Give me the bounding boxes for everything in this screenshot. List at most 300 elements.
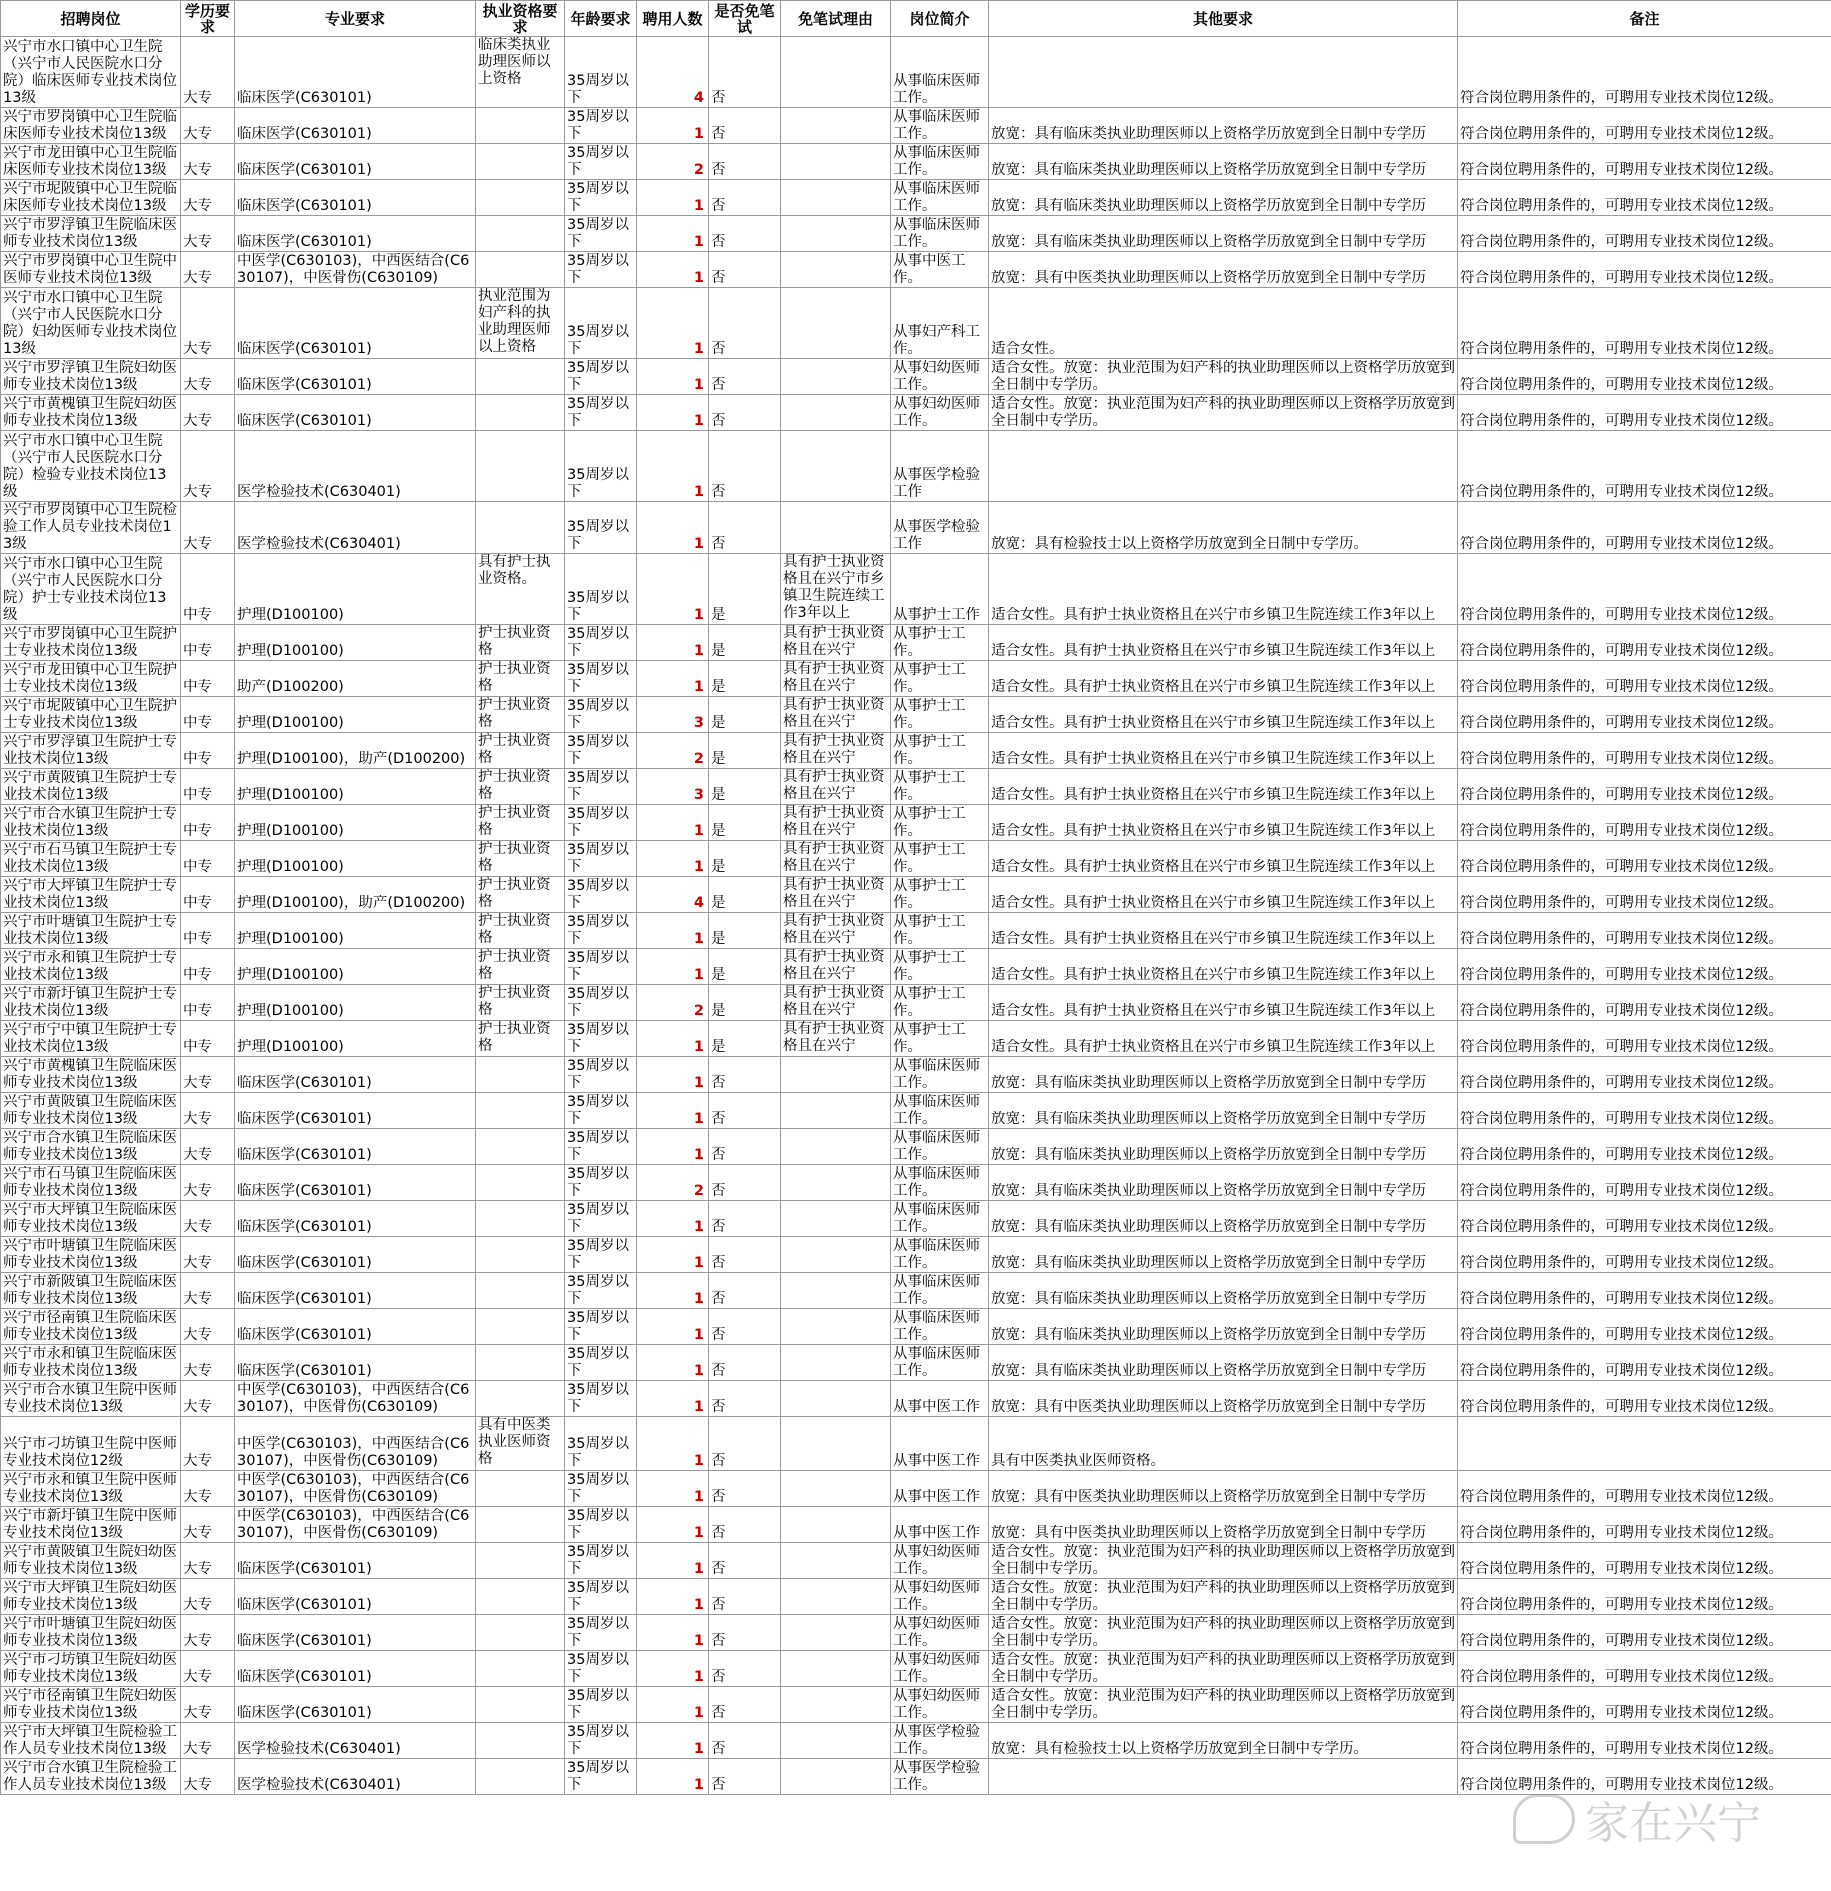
cell-note bbox=[1458, 1381, 1831, 1417]
cell-intro bbox=[891, 1129, 989, 1165]
cell-post bbox=[1, 395, 181, 431]
table-row bbox=[1, 431, 1831, 502]
table-row bbox=[1, 1759, 1831, 1795]
cell-age-text: 35周岁以下 bbox=[567, 467, 629, 500]
cell-note bbox=[1458, 697, 1831, 733]
cell-count-text: 3 bbox=[693, 787, 704, 803]
cell-qualification bbox=[476, 108, 565, 144]
cell-age-text: 35周岁以下 bbox=[567, 217, 629, 250]
cell-note-text: 符合岗位聘用条件的，可聘用专业技术岗位12级。 bbox=[1460, 198, 1783, 214]
cell-education bbox=[181, 1759, 235, 1795]
cell-note-text: 符合岗位聘用条件的，可聘用专业技术岗位12级。 bbox=[1460, 484, 1783, 500]
cell-note bbox=[1458, 431, 1831, 502]
cell-count-text: 1 bbox=[693, 1669, 704, 1685]
table-row bbox=[1, 1021, 1831, 1057]
cell-exempt-text: 是 bbox=[711, 715, 726, 731]
cell-post bbox=[1, 661, 181, 697]
cell-education-text: 大专 bbox=[183, 1561, 212, 1577]
cell-age bbox=[565, 661, 637, 697]
cell-intro-text: 从事护士工作 bbox=[893, 607, 980, 623]
cell-exempt-text: 是 bbox=[711, 751, 726, 767]
cell-other-text: 适合女性。具有护士执业资格且在兴宁市乡镇卫生院连续工作3年以上 bbox=[991, 859, 1436, 875]
cell-age-text: 35周岁以下 bbox=[567, 986, 629, 1019]
cell-other-text: 适合女性。具有护士执业资格且在兴宁市乡镇卫生院连续工作3年以上 bbox=[991, 895, 1436, 911]
cell-other-text: 适合女性。具有护士执业资格且在兴宁市乡镇卫生院连续工作3年以上 bbox=[991, 967, 1436, 983]
cell-count bbox=[637, 913, 709, 949]
cell-exempt bbox=[709, 1165, 781, 1201]
cell-intro bbox=[891, 1417, 989, 1471]
cell-education-text: 大专 bbox=[183, 1705, 212, 1721]
cell-exempt-reason-text: 具有护士执业资格且在兴宁 bbox=[783, 661, 885, 694]
cell-major bbox=[235, 1129, 476, 1165]
cell-exempt-reason bbox=[781, 1543, 891, 1579]
cell-exempt-text: 否 bbox=[711, 1561, 726, 1577]
cell-count-text: 1 bbox=[693, 413, 704, 429]
cell-post bbox=[1, 1615, 181, 1651]
cell-note bbox=[1458, 1057, 1831, 1093]
cell-exempt bbox=[709, 1723, 781, 1759]
cell-major bbox=[235, 1381, 476, 1417]
cell-education bbox=[181, 554, 235, 625]
cell-intro-text: 从事护士工作。 bbox=[893, 878, 966, 911]
cell-exempt-text: 否 bbox=[711, 1633, 726, 1649]
cell-education bbox=[181, 1021, 235, 1057]
cell-education bbox=[181, 1309, 235, 1345]
cell-note-text: 符合岗位聘用条件的，可聘用专业技术岗位12级。 bbox=[1460, 1219, 1783, 1235]
cell-other bbox=[989, 1021, 1458, 1057]
cell-note-text: 符合岗位聘用条件的，可聘用专业技术岗位12级。 bbox=[1460, 90, 1783, 106]
cell-age bbox=[565, 697, 637, 733]
cell-exempt-reason bbox=[781, 1309, 891, 1345]
cell-exempt-text: 否 bbox=[711, 1075, 726, 1091]
cell-post bbox=[1, 288, 181, 359]
cell-intro-text: 从事妇幼医师工作。 bbox=[893, 1652, 980, 1685]
cell-major bbox=[235, 913, 476, 949]
cell-major-text: 临床医学(C630101) bbox=[237, 1597, 372, 1613]
cell-education-text: 大专 bbox=[183, 1741, 212, 1757]
cell-education bbox=[181, 431, 235, 502]
cell-post-text: 兴宁市水口镇中心卫生院（兴宁市人民医院水口分院）检验专业技术岗位13级 bbox=[3, 433, 167, 500]
cell-age bbox=[565, 1057, 637, 1093]
cell-intro-text: 从事护士工作。 bbox=[893, 770, 966, 803]
cell-education-text: 大专 bbox=[183, 1597, 212, 1613]
cell-post-text: 兴宁市水口镇中心卫生院（兴宁市人民医院水口分院）护士专业技术岗位13级 bbox=[3, 556, 167, 623]
cell-qualification-text: 护士执业资格 bbox=[478, 877, 551, 910]
cell-exempt bbox=[709, 1417, 781, 1471]
cell-age bbox=[565, 1021, 637, 1057]
cell-intro bbox=[891, 1057, 989, 1093]
cell-intro-text: 从事护士工作。 bbox=[893, 986, 966, 1019]
cell-count-text: 1 bbox=[693, 1561, 704, 1577]
cell-major-text: 临床医学(C630101) bbox=[237, 1633, 372, 1649]
cell-count-text: 1 bbox=[693, 1291, 704, 1307]
cell-intro bbox=[891, 1309, 989, 1345]
cell-age-text: 35周岁以下 bbox=[567, 73, 629, 106]
cell-qualification bbox=[476, 1165, 565, 1201]
cell-exempt bbox=[709, 1273, 781, 1309]
cell-education-text: 大专 bbox=[183, 126, 212, 142]
cell-exempt-text: 否 bbox=[711, 1219, 726, 1235]
table-row bbox=[1, 1543, 1831, 1579]
cell-education bbox=[181, 1651, 235, 1687]
cell-exempt-reason bbox=[781, 180, 891, 216]
cell-post-text: 兴宁市坭陂镇中心卫生院临床医师专业技术岗位13级 bbox=[3, 181, 177, 214]
cell-intro-text: 从事医学检验工作 bbox=[893, 467, 980, 500]
cell-major bbox=[235, 144, 476, 180]
cell-intro bbox=[891, 37, 989, 108]
table-row bbox=[1, 625, 1831, 661]
cell-qualification bbox=[476, 1129, 565, 1165]
cell-note bbox=[1458, 1471, 1831, 1507]
cell-note-text: 符合岗位聘用条件的，可聘用专业技术岗位12级。 bbox=[1460, 270, 1783, 286]
cell-note bbox=[1458, 877, 1831, 913]
cell-count bbox=[637, 1309, 709, 1345]
cell-post bbox=[1, 180, 181, 216]
cell-other-text: 放宽：具有临床类执业助理医师以上资格学历放宽到全日制中专学历 bbox=[991, 198, 1426, 214]
header-qualification: 执业资格要求 bbox=[476, 1, 565, 37]
cell-intro bbox=[891, 1723, 989, 1759]
cell-education bbox=[181, 502, 235, 554]
cell-qualification-text: 执业范围为妇产科的执业助理医师以上资格 bbox=[478, 288, 551, 355]
cell-post-text: 兴宁市刁坊镇卫生院妇幼医师专业技术岗位13级 bbox=[3, 1652, 177, 1685]
table-row bbox=[1, 1201, 1831, 1237]
cell-age bbox=[565, 949, 637, 985]
cell-other-text: 适合女性。具有护士执业资格且在兴宁市乡镇卫生院连续工作3年以上 bbox=[991, 931, 1436, 947]
cell-count bbox=[637, 252, 709, 288]
cell-count-text: 1 bbox=[693, 234, 704, 250]
cell-age-text: 35周岁以下 bbox=[567, 1472, 629, 1505]
cell-exempt-text: 是 bbox=[711, 643, 726, 659]
cell-major bbox=[235, 1345, 476, 1381]
cell-post bbox=[1, 1021, 181, 1057]
cell-post bbox=[1, 877, 181, 913]
cell-education bbox=[181, 1579, 235, 1615]
cell-other-text: 适合女性。放宽：执业范围为妇产科的执业助理医师以上资格学历放宽到全日制中专学历。 bbox=[991, 360, 1455, 393]
cell-post bbox=[1, 1309, 181, 1345]
cell-age bbox=[565, 1129, 637, 1165]
cell-note-text: 符合岗位聘用条件的，可聘用专业技术岗位12级。 bbox=[1460, 751, 1783, 767]
cell-exempt-reason bbox=[781, 1057, 891, 1093]
cell-education-text: 中专 bbox=[183, 967, 212, 983]
cell-other-text: 具有中医类执业医师资格。 bbox=[991, 1453, 1165, 1469]
cell-age bbox=[565, 37, 637, 108]
table-row bbox=[1, 661, 1831, 697]
cell-post bbox=[1, 769, 181, 805]
cell-intro-text: 从事护士工作。 bbox=[893, 806, 966, 839]
cell-intro-text: 从事妇幼医师工作。 bbox=[893, 1688, 980, 1721]
cell-exempt-text: 否 bbox=[711, 234, 726, 250]
cell-other-text: 适合女性。具有护士执业资格且在兴宁市乡镇卫生院连续工作3年以上 bbox=[991, 715, 1436, 731]
cell-count-text: 1 bbox=[693, 1705, 704, 1721]
cell-qualification bbox=[476, 1417, 565, 1471]
cell-major-text: 临床医学(C630101) bbox=[237, 126, 372, 142]
cell-exempt-reason-text: 具有护士执业资格且在兴宁 bbox=[783, 985, 885, 1018]
cell-qualification bbox=[476, 733, 565, 769]
cell-major-text: 中医学(C630103)，中西医结合(C630107)，中医骨伤(C630109) bbox=[237, 253, 470, 286]
cell-exempt-text: 是 bbox=[711, 895, 726, 911]
cell-post-text: 兴宁市黄陂镇卫生院临床医师专业技术岗位13级 bbox=[3, 1094, 177, 1127]
cell-other bbox=[989, 37, 1458, 108]
cell-age-text: 35周岁以下 bbox=[567, 1508, 629, 1541]
cell-exempt bbox=[709, 733, 781, 769]
cell-qualification bbox=[476, 985, 565, 1021]
cell-count-text: 1 bbox=[693, 1363, 704, 1379]
cell-age-text: 35周岁以下 bbox=[567, 1130, 629, 1163]
header-row bbox=[1, 1, 1831, 37]
table-row bbox=[1, 1165, 1831, 1201]
cell-post bbox=[1, 108, 181, 144]
cell-post-text: 兴宁市新陂镇卫生院临床医师专业技术岗位13级 bbox=[3, 1274, 177, 1307]
cell-exempt-reason bbox=[781, 431, 891, 502]
cell-exempt-reason bbox=[781, 395, 891, 431]
cell-education bbox=[181, 1057, 235, 1093]
cell-major bbox=[235, 1237, 476, 1273]
table-row bbox=[1, 37, 1831, 108]
cell-count bbox=[637, 288, 709, 359]
cell-education-text: 大专 bbox=[183, 1183, 212, 1199]
header-exempt: 是否免笔试 bbox=[709, 1, 781, 37]
cell-note-text: 符合岗位聘用条件的，可聘用专业技术岗位12级。 bbox=[1460, 1363, 1783, 1379]
cell-count bbox=[637, 697, 709, 733]
cell-exempt-reason bbox=[781, 841, 891, 877]
cell-education bbox=[181, 395, 235, 431]
cell-intro bbox=[891, 805, 989, 841]
cell-count-text: 1 bbox=[693, 198, 704, 214]
cell-post bbox=[1, 431, 181, 502]
cell-exempt-reason-text: 具有护士执业资格且在兴宁 bbox=[783, 841, 885, 874]
cell-education-text: 大专 bbox=[183, 1633, 212, 1649]
cell-count-text: 1 bbox=[693, 607, 704, 623]
cell-qualification bbox=[476, 877, 565, 913]
cell-exempt-text: 是 bbox=[711, 679, 726, 695]
cell-age-text: 35周岁以下 bbox=[567, 519, 629, 552]
cell-education-text: 大专 bbox=[183, 1453, 212, 1469]
cell-note-text: 符合岗位聘用条件的，可聘用专业技术岗位12级。 bbox=[1460, 1039, 1783, 1055]
cell-note bbox=[1458, 502, 1831, 554]
cell-major bbox=[235, 1615, 476, 1651]
cell-count bbox=[637, 144, 709, 180]
cell-exempt-text: 否 bbox=[711, 1363, 726, 1379]
cell-qualification-text: 护士执业资格 bbox=[478, 661, 551, 694]
cell-count-text: 1 bbox=[693, 1399, 704, 1415]
cell-qualification bbox=[476, 841, 565, 877]
cell-qualification bbox=[476, 502, 565, 554]
cell-exempt bbox=[709, 1759, 781, 1795]
cell-major-text: 护理(D100100) bbox=[237, 787, 344, 803]
cell-post-text: 兴宁市合水镇卫生院护士专业技术岗位13级 bbox=[3, 806, 177, 839]
cell-note bbox=[1458, 1093, 1831, 1129]
cell-exempt-reason-text: 具有护士执业资格且在兴宁 bbox=[783, 805, 885, 838]
cell-intro-text: 从事临床医师工作。 bbox=[893, 73, 980, 106]
cell-post-text: 兴宁市水口镇中心卫生院（兴宁市人民医院水口分院）临床医师专业技术岗位13级 bbox=[3, 39, 177, 106]
cell-note-text: 符合岗位聘用条件的，可聘用专业技术岗位12级。 bbox=[1460, 162, 1783, 178]
cell-education bbox=[181, 1507, 235, 1543]
cell-major bbox=[235, 1309, 476, 1345]
cell-count bbox=[637, 1543, 709, 1579]
cell-major-text: 临床医学(C630101) bbox=[237, 198, 372, 214]
cell-note-text: 符合岗位聘用条件的，可聘用专业技术岗位12级。 bbox=[1460, 1291, 1783, 1307]
cell-post-text: 兴宁市叶塘镇卫生院妇幼医师专业技术岗位13级 bbox=[3, 1616, 177, 1649]
cell-qualification bbox=[476, 180, 565, 216]
cell-intro bbox=[891, 625, 989, 661]
cell-education-text: 大专 bbox=[183, 234, 212, 250]
cell-note-text: 符合岗位聘用条件的，可聘用专业技术岗位12级。 bbox=[1460, 1525, 1783, 1541]
cell-note-text: 符合岗位聘用条件的，可聘用专业技术岗位12级。 bbox=[1460, 1255, 1783, 1271]
cell-major bbox=[235, 359, 476, 395]
cell-education-text: 大专 bbox=[183, 1489, 212, 1505]
cell-post-text: 兴宁市罗浮镇卫生院临床医师专业技术岗位13级 bbox=[3, 217, 177, 250]
cell-exempt-text: 是 bbox=[711, 1039, 726, 1055]
table-row bbox=[1, 877, 1831, 913]
cell-intro bbox=[891, 1687, 989, 1723]
cell-note-text: 符合岗位聘用条件的，可聘用专业技术岗位12级。 bbox=[1460, 895, 1783, 911]
cell-count bbox=[637, 37, 709, 108]
cell-exempt bbox=[709, 1237, 781, 1273]
cell-count-text: 1 bbox=[693, 126, 704, 142]
cell-other bbox=[989, 252, 1458, 288]
cell-post bbox=[1, 1381, 181, 1417]
cell-count-text: 1 bbox=[693, 1039, 704, 1055]
cell-major bbox=[235, 769, 476, 805]
cell-age-text: 35周岁以下 bbox=[567, 878, 629, 911]
cell-qualification bbox=[476, 661, 565, 697]
cell-qualification bbox=[476, 1201, 565, 1237]
cell-post bbox=[1, 359, 181, 395]
cell-post bbox=[1, 1723, 181, 1759]
cell-count-text: 1 bbox=[693, 1741, 704, 1757]
cell-education-text: 大专 bbox=[183, 1075, 212, 1091]
cell-intro-text: 从事护士工作。 bbox=[893, 626, 966, 659]
cell-major-text: 临床医学(C630101) bbox=[237, 1561, 372, 1577]
cell-other bbox=[989, 144, 1458, 180]
table-row bbox=[1, 502, 1831, 554]
cell-education bbox=[181, 37, 235, 108]
cell-major-text: 护理(D100100) bbox=[237, 823, 344, 839]
cell-intro-text: 从事妇幼医师工作。 bbox=[893, 360, 980, 393]
cell-qualification-text: 护士执业资格 bbox=[478, 913, 551, 946]
cell-age-text: 35周岁以下 bbox=[567, 1274, 629, 1307]
cell-age-text: 35周岁以下 bbox=[567, 396, 629, 429]
cell-qualification-text: 护士执业资格 bbox=[478, 733, 551, 766]
cell-intro-text: 从事中医工作 bbox=[893, 1399, 980, 1415]
cell-exempt-reason bbox=[781, 805, 891, 841]
cell-age bbox=[565, 841, 637, 877]
cell-post-text: 兴宁市大坪镇卫生院妇幼医师专业技术岗位13级 bbox=[3, 1580, 177, 1613]
cell-note bbox=[1458, 985, 1831, 1021]
cell-exempt bbox=[709, 1201, 781, 1237]
cell-major bbox=[235, 1021, 476, 1057]
cell-count bbox=[637, 1057, 709, 1093]
cell-exempt bbox=[709, 1309, 781, 1345]
cell-note bbox=[1458, 1687, 1831, 1723]
cell-count-text: 1 bbox=[693, 341, 704, 357]
cell-major bbox=[235, 1165, 476, 1201]
cell-exempt-text: 否 bbox=[711, 536, 726, 552]
cell-exempt-reason bbox=[781, 1165, 891, 1201]
cell-major-text: 临床医学(C630101) bbox=[237, 1363, 372, 1379]
cell-other bbox=[989, 554, 1458, 625]
cell-post-text: 兴宁市黄陂镇卫生院护士专业技术岗位13级 bbox=[3, 770, 177, 803]
cell-age-text: 35周岁以下 bbox=[567, 662, 629, 695]
cell-exempt-reason bbox=[781, 144, 891, 180]
cell-post bbox=[1, 841, 181, 877]
cell-post-text: 兴宁市龙田镇中心卫生院临床医师专业技术岗位13级 bbox=[3, 145, 177, 178]
cell-age-text: 35周岁以下 bbox=[567, 734, 629, 767]
cell-post bbox=[1, 1543, 181, 1579]
cell-major bbox=[235, 216, 476, 252]
cell-exempt bbox=[709, 1021, 781, 1057]
cell-intro bbox=[891, 1165, 989, 1201]
cell-post-text: 兴宁市罗岗镇中心卫生院临床医师专业技术岗位13级 bbox=[3, 109, 177, 142]
cell-age-text: 35周岁以下 bbox=[567, 1058, 629, 1091]
cell-other bbox=[989, 1417, 1458, 1471]
cell-exempt-reason bbox=[781, 252, 891, 288]
cell-other-text: 放宽：具有临床类执业助理医师以上资格学历放宽到全日制中专学历 bbox=[991, 1111, 1426, 1127]
cell-major-text: 临床医学(C630101) bbox=[237, 377, 372, 393]
cell-count bbox=[637, 1687, 709, 1723]
cell-major bbox=[235, 1579, 476, 1615]
cell-education-text: 大专 bbox=[183, 536, 212, 552]
cell-education-text: 大专 bbox=[183, 1147, 212, 1163]
cell-exempt bbox=[709, 841, 781, 877]
cell-other-text: 适合女性。放宽：执业范围为妇产科的执业助理医师以上资格学历放宽到全日制中专学历。 bbox=[991, 1688, 1455, 1721]
cell-intro-text: 从事护士工作。 bbox=[893, 1022, 966, 1055]
cell-note-text: 符合岗位聘用条件的，可聘用专业技术岗位12级。 bbox=[1460, 607, 1783, 623]
cell-count bbox=[637, 216, 709, 252]
cell-exempt-reason bbox=[781, 1615, 891, 1651]
cell-count bbox=[637, 1021, 709, 1057]
cell-qualification bbox=[476, 37, 565, 108]
cell-major-text: 临床医学(C630101) bbox=[237, 1111, 372, 1127]
cell-note-text: 符合岗位聘用条件的，可聘用专业技术岗位12级。 bbox=[1460, 1597, 1783, 1613]
cell-count-text: 1 bbox=[693, 823, 704, 839]
cell-intro bbox=[891, 1021, 989, 1057]
cell-qualification bbox=[476, 288, 565, 359]
cell-note bbox=[1458, 144, 1831, 180]
cell-age-text: 35周岁以下 bbox=[567, 1382, 629, 1415]
cell-count-text: 1 bbox=[693, 1525, 704, 1541]
cell-education-text: 大专 bbox=[183, 1291, 212, 1307]
cell-other bbox=[989, 1381, 1458, 1417]
cell-education bbox=[181, 733, 235, 769]
cell-note bbox=[1458, 1273, 1831, 1309]
cell-intro-text: 从事护士工作。 bbox=[893, 914, 966, 947]
cell-qualification bbox=[476, 805, 565, 841]
cell-qualification bbox=[476, 1471, 565, 1507]
cell-intro-text: 从事妇幼医师工作。 bbox=[893, 1580, 980, 1613]
cell-major-text: 医学检验技术(C630401) bbox=[237, 1777, 401, 1793]
cell-exempt bbox=[709, 625, 781, 661]
cell-exempt-reason bbox=[781, 913, 891, 949]
cell-intro bbox=[891, 733, 989, 769]
cell-note-text: 符合岗位聘用条件的，可聘用专业技术岗位12级。 bbox=[1460, 1777, 1783, 1793]
cell-education-text: 大专 bbox=[183, 1327, 212, 1343]
cell-note bbox=[1458, 1723, 1831, 1759]
cell-exempt bbox=[709, 661, 781, 697]
cell-note bbox=[1458, 1201, 1831, 1237]
cell-education-text: 大专 bbox=[183, 1669, 212, 1685]
cell-note-text: 符合岗位聘用条件的，可聘用专业技术岗位12级。 bbox=[1460, 1327, 1783, 1343]
cell-count bbox=[637, 108, 709, 144]
cell-education bbox=[181, 985, 235, 1021]
cell-intro-text: 从事护士工作。 bbox=[893, 842, 966, 875]
cell-post-text: 兴宁市黄陂镇卫生院妇幼医师专业技术岗位13级 bbox=[3, 1544, 177, 1577]
cell-post bbox=[1, 37, 181, 108]
cell-note bbox=[1458, 769, 1831, 805]
cell-exempt-reason bbox=[781, 502, 891, 554]
header-age: 年龄要求 bbox=[565, 1, 637, 37]
cell-note bbox=[1458, 1759, 1831, 1795]
